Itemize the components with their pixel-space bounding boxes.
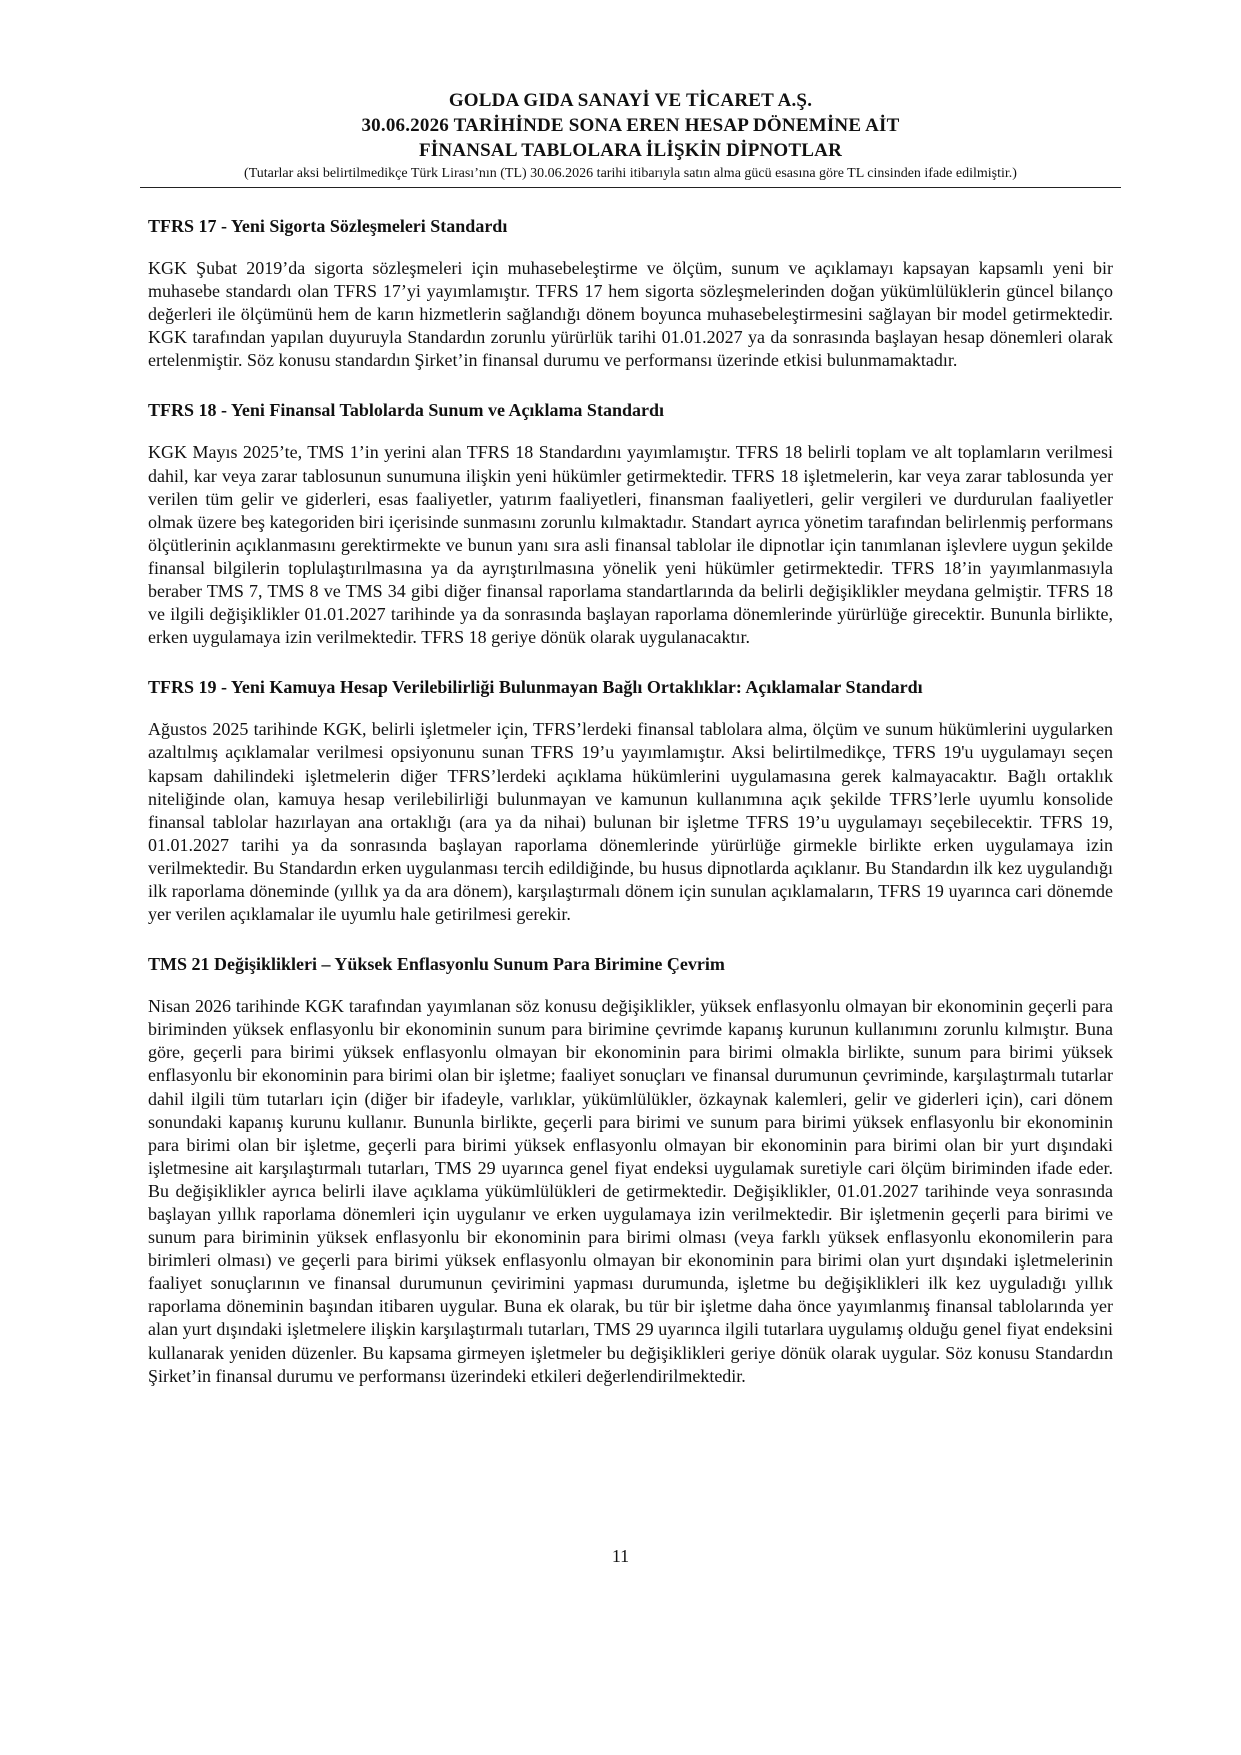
section-paragraph: KGK Şubat 2019’da sigorta sözleşmeleri için muhasebeleştirme ve ölçüm, sunum ve açıklamayı kapsayan kapsamlı yeni bir muhasebe standardı olan TFRS 17’yi yayımlamıştır. TFRS 17 hem sigorta sözleşmelerinden doğan yükümlülüklerin güncel bilanço değerleri ile ölçümünü hem de karın hizmetlerin sağlandığı dönem boyunca muhasebeleştirmesini sağlayan bir model getirmektedir. KGK tarafından yapılan duyuruyla Standardın zorunlu yürürlük tarihi 01.01.2027 ya da sonrasında başlayan hesap dönemleri olarak ertelenmiştir. Söz konusu standardın Şirket’in finansal durumu ve performansı üzerinde etkisi bulunmamaktadır. <box>148 258 1113 371</box>
currency-note: (Tutarlar aksi belirtilmedikçe Türk Lirası’nın (TL) 30.06.2026 tarihi itibarıyla satın alma gücü esasına göre TL cinsinden ifade edilmiştir.) <box>244 166 1017 181</box>
section-paragraph: KGK Mayıs 2025’te, TMS 1’in yerini alan TFRS 18 Standardını yayımlamıştır. TFRS 18 belirli toplam ve alt toplamların verilmesi dahil, kar veya zarar tablosunun sunumuna ilişkin yeni hükümler getirmektedir. TFRS 18 işletmelerin, kar veya zarar tablosunda yer verilen tüm gelir ve giderleri, esas faaliyetler, yatırım faaliyetleri, finansman faaliyetleri, gelir vergileri ve durdurulan faaliyetler olmak üzere beş kategoriden biri içerisinde sunmasını zorunlu kılmaktadır. Standart ayrıca yönetim tarafından belirlenmiş performans ölçütlerinin açıklanmasını gerektirmekte ve bunun yanı sıra asli finansal tablolar ile dipnotlar için tanımlanan işlevlere uygun şekilde finansal bilgilerin toplulaştırılmasına ya da ayrıştırılmasına yönelik yeni hükümler getirmektedir. TFRS 18’in yayımlanmasıyla beraber TMS 7, TMS 8 ve TMS 34 gibi diğer finansal raporlama standartlarında da belirli değişiklikler meydana gelmiştir. TFRS 18 ve ilgili değişiklikler 01.01.2027 tarihinde ya da sonrasında başlayan raporlama dönemlerinde yürürlüğe girecektir. Bununla birlikte, erken uygulamaya izin verilmektedir. TFRS 18 geriye dönük olarak uygulanacaktır. <box>148 442 1113 648</box>
company-name: GOLDA GIDA SANAYİ VE TİCARET A.Ş. <box>448 90 813 111</box>
section-heading: TFRS 17 - Yeni Sigorta Sözleşmeleri Standardı <box>148 216 508 236</box>
page-number: 11 <box>611 1546 630 1566</box>
section-tfrs-17 <box>148 214 1113 372</box>
page-header <box>148 88 1113 183</box>
section-heading: TFRS 19 - Yeni Kamuya Hesap Verilebilirliği Bulunmayan Bağlı Ortaklıklar: Açıklamalar Standardı <box>148 677 923 698</box>
document-title: FİNANSAL TABLOLARA İLİŞKİN DİPNOTLAR <box>418 140 842 161</box>
section-heading: TMS 21 Değişiklikleri – Yüksek Enflasyonlu Sunum Para Birimine Çevrim <box>148 954 725 975</box>
header-divider <box>140 187 1121 188</box>
section-tfrs-18 <box>148 398 1113 649</box>
section-tms-21 <box>148 952 1113 1388</box>
section-tfrs-19 <box>148 675 1113 926</box>
section-paragraph: Nisan 2026 tarihinde KGK tarafından yayımlanan söz konusu değişiklikler, yüksek enflasyonlu olmayan bir ekonominin geçerli para biriminden yüksek enflasyonlu bir ekonominin sunum para birimine çevrimde kapanış kurunun kullanımını zorunlu kılmıştır. Buna göre, geçerli para birimi yüksek enflasyonlu olmayan bir ekonominin para birimi olmakla birlikte, sunum para birimi yüksek enflasyonlu bir ekonominin para birimi olan bir işletme; faaliyet sonuçları ve finansal durumunun çevriminde, karşılaştırmalı tutarlar dahil ilgili tüm tutarları için (diğer bir ifadeyle, varlıklar, yükümlülükler, özkaynak kalemleri, gelir ve giderleri için), cari dönem sonundaki kapanış kurunu kullanır. Bununla birlikte, geçerli para birimi ve sunum para birimi yüksek enflasyonlu bir ekonominin para birimi olan bir işletme, geçerli para birimi yüksek enflasyonlu olmayan bir ekonominin para birimi olan bir yurt dışındaki işletmesine ait karşılaştırmalı tutarları, TMS 29 uyarınca genel fiyat endeksi uygulamak suretiyle cari ölçüm biriminden ifade eder. Bu değişiklikler ayrıca belirli ilave açıklama yükümlülükleri de getirmektedir. Değişiklikler, 01.01.2027 tarihinde veya sonrasında başlayan yıllık raporlama dönemleri için uygulanır ve erken uygulamaya izin verilmektedir. Bir işletmenin geçerli para birimi ve sunum para biriminin yüksek enflasyonlu bir ekonominin para birimi olması (veya farklı yüksek enflasyonlu ekonomilerin para birimleri olması) ve geçerli para birimi yüksek enflasyonlu olmayan bir ekonominin para birimi olan yurt dışındaki işletmelerinin faaliyet sonuçlarının ve finansal durumunun çevirimini yapması durumunda, işletme bu değişiklikleri ilk kez uyguladığı yıllık raporlama döneminin başından itibaren uygular. Buna ek olarak, bu tür bir işletme daha önce yayımlanmış finansal tablolarında yer alan yurt dışındaki işletmelere ilişkin karşılaştırmalı tutarları, TMS 29 uyarınca ilgili tutarlara uygulamış olduğu genel fiyat endeksini kullanarak yeniden düzenler. Bu kapsama girmeyen işletmeler bu değişiklikleri geriye dönük olarak uygular. Söz konusu Standardın Şirket’in finansal durumu ve performansı üzerindeki etkileri değerlendirilmektedir. <box>148 996 1113 1386</box>
section-paragraph: Ağustos 2025 tarihinde KGK, belirli işletmeler için, TFRS’lerdeki finansal tablolara alma, ölçüm ve sunum hükümlerini uygularken azaltılmış açıklamalar verilmesi opsiyonunu sunan TFRS 19’u yayımlamıştır. Aksi belirtilmedikçe, TFRS 19'u uygulamayı seçen kapsam dahilindeki işletmelerin diğer TFRS’lerdeki açıklama hükümlerini uygulamasına gerek kalmayacaktır. Bağlı ortaklık niteliğinde olan, kamuya hesap verilebilirliği bulunmayan ve kamunun kullanımına açık şekilde TFRS’lerle uyumlu konsolide finansal tablolar hazırlayan ana ortaklığı (ara ya da nihai) bulunan bir işletme TFRS 19’u uygulamayı seçebilecektir. TFRS 19, 01.01.2027 tarihi ya da sonrasında başlayan raporlama dönemlerinde yürürlüğe girmekle birlikte erken uygulamaya izin verilmektedir. Bu Standardın erken uygulanması tercih edildiğinde, bu husus dipnotlarda açıklanır. Bu Standardın ilk kez uygulandığı ilk raporlama döneminde (yıllık ya da ara dönem), karşılaştırmalı dönem için sunulan açıklamaların, TFRS 19 uyarınca cari dönemde yer verilen açıklamalar ile uyumlu hale getirilmesi gerekir. <box>148 719 1113 925</box>
section-heading: TFRS 18 - Yeni Finansal Tablolarda Sunum ve Açıklama Standardı <box>148 400 664 421</box>
period-title: 30.06.2026 TARİHİNDE SONA EREN HESAP DÖNEMİNE AİT <box>361 115 900 136</box>
